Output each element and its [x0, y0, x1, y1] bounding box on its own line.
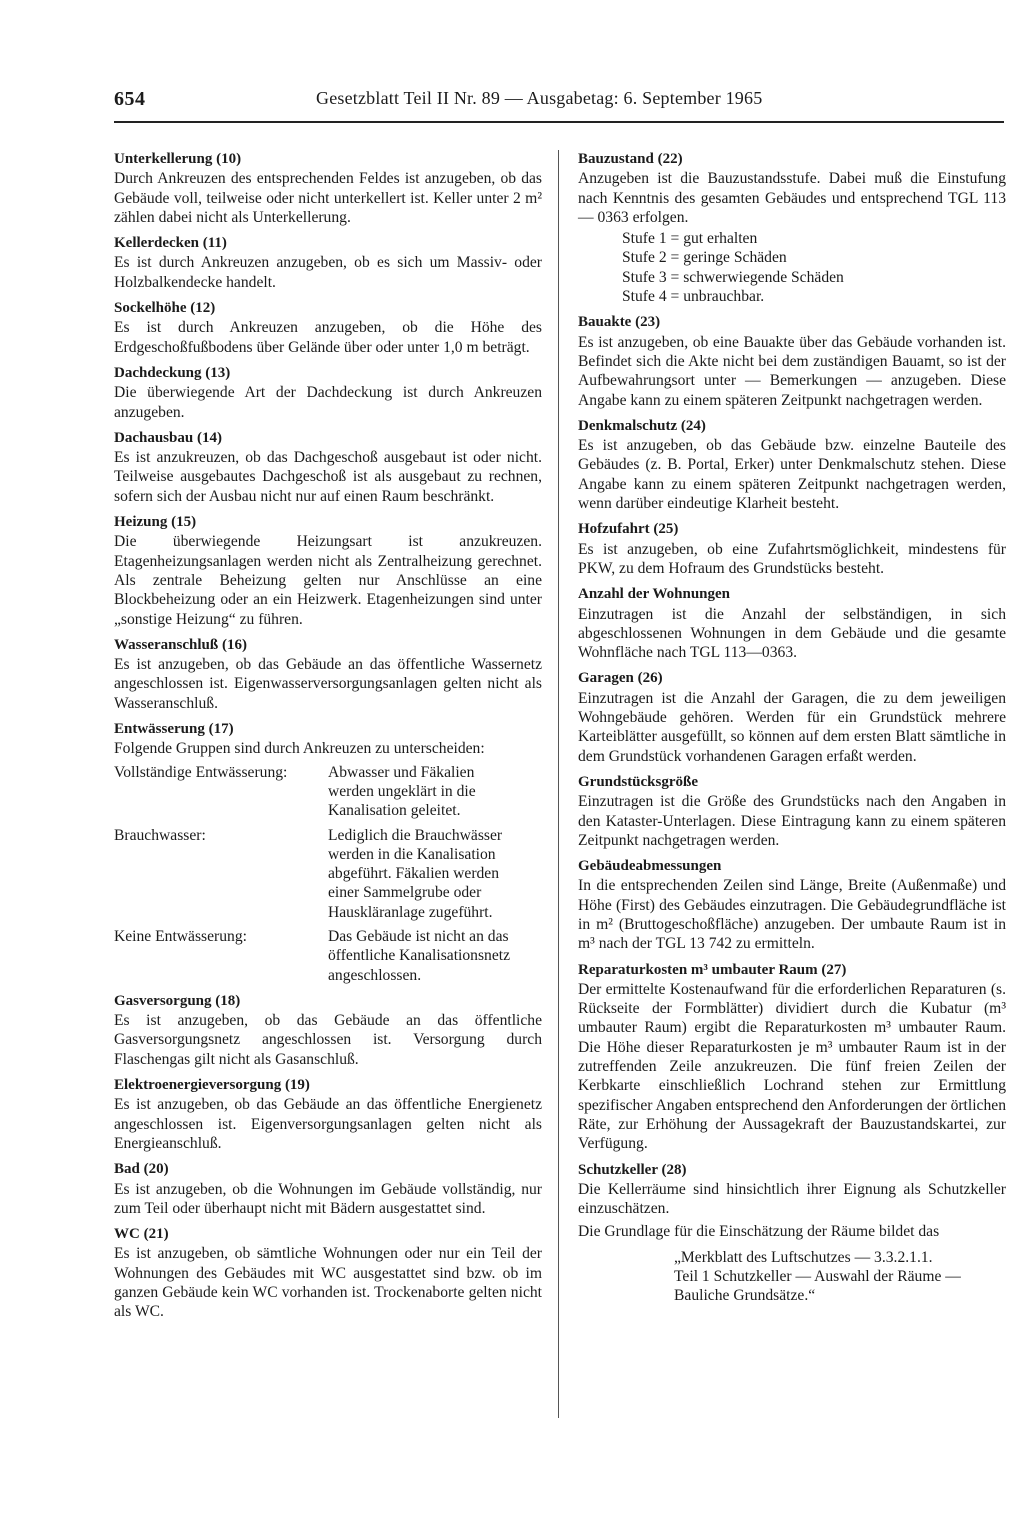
section-sockelhoehe [114, 299, 542, 357]
section-title: Unterkellerung (10) [114, 151, 242, 167]
drainage-term: Keine Entwässerung: [114, 927, 247, 945]
drainage-term: Brauchwasser: [114, 826, 206, 844]
section-elektroenergie [114, 1076, 542, 1153]
section-denkmalschutz [578, 417, 1006, 513]
section-body: Einzutragen ist die Größe des Grundstücks nach den Angaben in den Kataster-Unterlagen. Diese Eintragung kann zu einem späteren Zeitpunkt nachgetragen werden. [578, 793, 1006, 849]
section-body: Es ist anzugeben, ob das Gebäude an das öffentliche Wassernetz angeschlossen ist. Eigenwasserversorgungsanlagen gelten nicht als Wasseranschluß. [114, 656, 542, 712]
drainage-row [114, 763, 542, 821]
section-body: Folgende Gruppen sind durch Ankreuzen zu unterscheiden: [114, 740, 485, 758]
section-unterkellerung [114, 150, 542, 227]
condition-level: Stufe 3 = schwerwiegende Schäden [622, 268, 844, 286]
condition-level: Stufe 1 = gut erhalten [622, 230, 758, 248]
section-title: Gasversorgung (18) [114, 992, 241, 1009]
section-title: Bad (20) [114, 1161, 169, 1178]
column-divider [558, 150, 559, 1418]
section-title: Anzahl der Wohnungen [578, 586, 730, 603]
section-dachdeckung [114, 364, 542, 422]
section-body: Es ist anzugeben, ob die Wohnungen im Gebäude vollständig, nur zum Teil oder überhaupt nicht mit Bädern ausgestattet sind. [114, 1180, 542, 1217]
section-grundstuecksgroesse [578, 773, 1006, 850]
section-title: Bauakte (23) [578, 314, 661, 331]
section-title: Wasseranschluß (16) [114, 636, 247, 653]
section-title: Reparaturkosten m³ umbauter Raum (27) [578, 961, 847, 978]
page-header [114, 88, 1004, 118]
section-title: Hofzufahrt (25) [578, 521, 679, 538]
drainage-row [114, 927, 542, 985]
section-body: Es ist anzugeben, ob das Gebäude an das öffentliche Energienetz angeschlossen ist. Eigenversorgungsanlagen gelten nicht als Energieanschluß. [114, 1096, 542, 1152]
section-title: Garagen (26) [578, 670, 663, 687]
section-body: Es ist anzugeben, ob das Gebäude bzw. einzelne Bauteile des Gebäudes (z. B. Portal, Erker) unter Denkmalschutz stehen. Diese Angabe kann zu einem späteren Zeitpunkt nachgetragen werden, wenn darüber eindeutige Klarheit besteht. [578, 437, 1006, 513]
section-body: Die überwiegende Art der Dachdeckung ist durch Ankreuzen anzugeben. [114, 384, 542, 421]
section-garagen [578, 669, 1006, 765]
section-entwaesserung [114, 720, 542, 985]
section-body: In die entsprechenden Zeilen sind Länge, Breite (Außenmaße) und Höhe (First) des Gebäudes einzutragen. Die Gebäudegrundfläche ist in m² (Bruttogeschoßfläche) anzugeben. Der umbaute Raum ist in m³ nach der TGL 13 742 zu ermitteln. [578, 877, 1006, 953]
section-title: Schutzkeller (28) [578, 1161, 687, 1178]
section-wohnungen [578, 585, 1006, 662]
section-title: Kellerdecken (11) [114, 235, 227, 252]
condition-level: Stufe 4 = unbrauchbar. [622, 288, 765, 306]
section-bauakte [578, 313, 1006, 409]
section-title: Entwässerung (17) [114, 721, 234, 738]
section-body: Es ist durch Ankreuzen anzugeben, ob es sich um Massiv- oder Holzbalkendecke handelt. [114, 254, 542, 291]
section-title: Dachausbau (14) [114, 429, 222, 446]
section-kellerdecken [114, 234, 542, 292]
section-title: Grundstücksgröße [578, 773, 699, 790]
section-wc [114, 1225, 542, 1321]
section-bauzustand [578, 150, 1006, 306]
drainage-description: Lediglich die Brauchwässer werden in die Kanalisation abgeführt. Fäkalien werden einer Sammelgrube oder Hauskläranlage zugeführt. [328, 826, 503, 921]
section-hofzufahrt [578, 520, 1006, 578]
section-title: Heizung (15) [114, 514, 197, 531]
drainage-term: Vollständige Entwässerung: [114, 763, 288, 781]
section-title: Elektroenergieversorgung (19) [114, 1077, 310, 1094]
header-rule [114, 121, 1004, 123]
section-schutzkeller [578, 1161, 1006, 1306]
section-title: Dachdeckung (13) [114, 364, 231, 381]
running-title: Gesetzblatt Teil II Nr. 89 — Ausgabetag: 6. September 1965 [316, 88, 763, 108]
page-number: 654 [114, 88, 146, 110]
section-body: Durch Ankreuzen des entsprechenden Feldes ist anzugeben, ob das Gebäude voll, teilweise oder nicht unterkellert ist. Keller unter 2 m² zählen dabei nicht als Unterkellerung. [114, 170, 542, 226]
section-body: Die überwiegende Heizungsart ist anzukreuzen. Etagenheizungsanlagen werden nicht als Zentralheizung gerechnet. Als zentrale Beheizung gelten nur Anschlüsse an eine Blockbeheizung oder an ein Heizwerk. Etagenheizungen sind unter „sonstige Heizung“ zu führen. [114, 533, 542, 628]
section-body: Es ist durch Ankreuzen anzugeben, ob die Höhe des Erdgeschoßfußbodens über Gelände über oder unter 1,0 m beträgt. [114, 319, 542, 356]
section-body: Anzugeben ist die Bauzustandsstufe. Dabei muß die Einstufung nach Kenntnis des gesamten Gebäudes und entsprechend TGL 113 — 0363 erfolgen. [578, 170, 1006, 226]
section-title: Bauzustand (22) [578, 151, 683, 167]
section-body: Es ist anzugeben, ob eine Bauakte über das Gebäude vorhanden ist. Befindet sich die Akte nicht bei dem zuständigen Bauamt, so ist der Aufbewahrungsort unter — Bemerkungen — anzugeben. Diese Angabe kann zu einem späteren Zeitpunkt nachgetragen werden. [578, 333, 1006, 409]
quote-line: Bauliche Grundsätze.“ [674, 1287, 816, 1305]
section-dachausbau [114, 429, 542, 506]
section-title: Denkmalschutz (24) [578, 417, 706, 434]
section-body: Es ist anzugeben, ob sämtliche Wohnungen oder nur ein Teil der Wohnungen des Gebäudes mit WC ausgestattet sind bzw. ob im ganzen Gebäude kein WC vorhanden ist. Trockenaborte gelten nicht als WC. [114, 1245, 542, 1321]
section-body: Es ist anzugeben, ob eine Zufahrtsmöglichkeit, mindestens für PKW, zu dem Hofraum des Grundstücks besteht. [578, 540, 1006, 577]
section-body: Die Kellerräume sind hinsichtlich ihrer Eignung als Schutzkeller einzuschätzen. [578, 1180, 1006, 1218]
section-gasversorgung [114, 992, 542, 1069]
section-reparaturkosten [578, 961, 1006, 1154]
section-heizung [114, 513, 542, 629]
section-body: Es ist anzukreuzen, ob das Dachgeschoß ausgebaut ist oder nicht. Teilweise ausgebautes Dachgeschoß ist als ausgebaut zu rechnen, sofern sich der Ausbau nicht nur auf einen Raum beschränkt. [114, 449, 542, 505]
section-title: Sockelhöhe (12) [114, 300, 216, 317]
section-body: Einzutragen ist die Anzahl der selbständigen, in sich abgeschlossenen Wohnungen in dem Gebäude und die gesamte Wohnfläche nach TGL 113—0363. [578, 605, 1006, 662]
left-column [114, 150, 542, 1329]
section-body: Die Grundlage für die Einschätzung der Räume bildet das [578, 1223, 940, 1241]
drainage-description: Das Gebäude ist nicht an das öffentliche Kanalisationsnetz angeschlossen. [328, 927, 511, 984]
quote-line: Teil 1 Schutzkeller — Auswahl der Räume — [674, 1268, 961, 1286]
condition-levels [622, 229, 1006, 306]
quoted-reference [674, 1248, 1006, 1306]
quote-line: „Merkblatt des Luftschutzes — 3.3.2.1.1. [674, 1248, 933, 1266]
section-bad [114, 1160, 542, 1218]
drainage-description: Abwasser und Fäkalien werden ungeklärt in die Kanalisation geleitet. [328, 763, 476, 820]
section-title: WC (21) [114, 1226, 169, 1243]
drainage-row [114, 826, 542, 922]
section-body: Der ermittelte Kostenaufwand für die erforderlichen Reparaturen (s. Rückseite der Formblätter) dividiert durch die Kubatur (m³ umbauter Raum) ergibt die Reparaturkosten m³ umbauter Raum. Die Höhe dieser Reparaturkosten je m³ umbauter Raum ist in der zutreffenden Zeile anzukreuzen. Die fünf freien Zeilen der Kerbkarte einschließlich Lochrand stehen zur Ermittlung spezifischer Angaben entsprechend den Anforderungen der örtlichen Räte, zur Erhöhung der Aussagekraft der Bauzustandskartei, zur Verfügung. [578, 980, 1006, 1153]
section-body: Einzutragen ist die Anzahl der Garagen, die zu dem jeweiligen Wohngebäude gehören. Werden für ein Grundstück mehrere Karteiblätter ausgefüllt, so können auf dem ersten Blatt sämtliche in dem Grundstück vorhandenen Garagen erfaßt werden. [578, 689, 1006, 765]
drainage-table [114, 763, 542, 985]
section-gebaeudeabmessungen [578, 857, 1006, 953]
section-title: Gebäudeabmessungen [578, 858, 722, 875]
condition-level: Stufe 2 = geringe Schäden [622, 249, 787, 267]
section-wasseranschluss [114, 636, 542, 713]
section-body: Es ist anzugeben, ob das Gebäude an das öffentliche Gasversorgungsnetz angeschlossen ist. Versorgung durch Flaschengas gilt nicht als Gasanschluß. [114, 1012, 542, 1068]
right-column [578, 150, 1006, 1313]
